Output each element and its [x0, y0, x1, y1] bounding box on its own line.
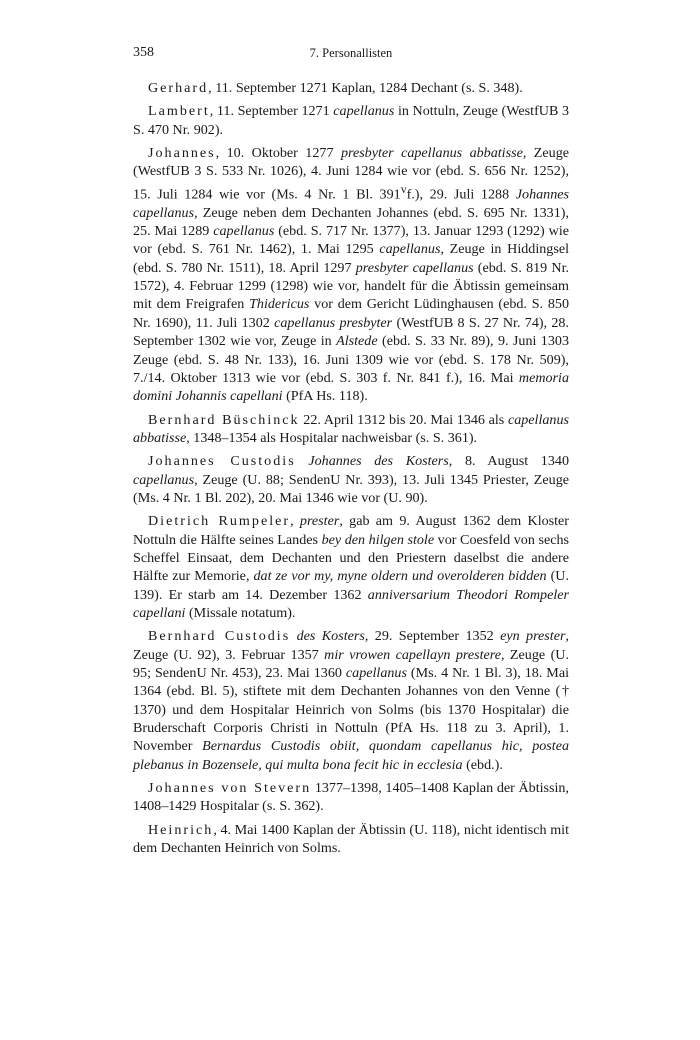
entry-text: (WestfUB 8 S. 27 Nr. 74), 28. September 1302 wie vor, Zeuge in	[133, 314, 569, 350]
latin-quote: Johannes capellanus	[133, 186, 569, 221]
entry-text: , Zeuge (U. 95; SendenU Nr. 453), 23. Mai 1360	[133, 646, 569, 681]
entry-text: , 8. August 1340	[448, 453, 569, 470]
running-head: 7. Personallisten	[309, 46, 393, 60]
person-entry	[133, 627, 569, 774]
latin-quote: presbyter capellanus	[355, 259, 474, 276]
entry-text: (U. 139). Er starb am 14. Dezember 1362	[133, 568, 570, 603]
person-entry	[133, 144, 569, 406]
superscript: v	[400, 182, 407, 196]
person-entry	[133, 452, 569, 507]
person-name: Lambert	[148, 103, 210, 120]
entry-text: ,	[290, 513, 300, 530]
latin-quote: Johannes des Kosters	[308, 453, 449, 470]
entry-text: (ebd.).	[462, 756, 503, 773]
latin-quote: capellanus	[333, 103, 395, 120]
person-entry	[133, 411, 569, 448]
person-entry	[133, 821, 569, 858]
person-entry	[133, 779, 569, 816]
latin-quote: des Kosters	[296, 628, 365, 645]
entry-text: 22. April 1312 bis 20. Mai 1346 als	[299, 411, 508, 428]
entry-text: , 1348–1354 als Hospitalar nachweisbar (s. S. 361).	[186, 429, 478, 446]
entry-text: vor dem Gericht Lüdinghausen (ebd. S. 850 Nr. 1690), 11. Juli 1302	[133, 296, 569, 331]
latin-quote: capellanus presbyter	[274, 314, 393, 331]
latin-quote: dat ze vor my, myne oldern und overolderen bidden	[253, 568, 547, 585]
entry-text: , Zeuge in Hiddingsel (ebd. S. 780 Nr. 1511), 18. April 1297	[133, 241, 569, 276]
person-name: Johannes von Stevern	[148, 780, 312, 797]
latin-quote: memoria domini Johannis capellani	[133, 369, 569, 405]
entry-text: , 10. Oktober 1277	[215, 145, 341, 162]
person-name: Bernhard Büschinck	[148, 411, 300, 428]
latin-quote: capellanus	[345, 665, 407, 681]
entry-text: f.), 29. Juli 1288	[406, 186, 516, 203]
entry-text: (ebd. S. 819 Nr. 1572), 4. Februar 1299 (1298) wie vor, handelt für die Äbtissin gemeinsam mit dem Freigrafen	[133, 259, 570, 313]
entry-list	[133, 79, 569, 862]
entry-text: , Zeuge (U. 88; SendenU Nr. 393), 13. Juli 1345 Priester, Zeuge (Ms. 4 Nr. 1 Bl. 202), 20. Mai 1346 wie vor (U. 90).	[133, 471, 569, 506]
latin-quote: capellanus	[133, 471, 195, 488]
latin-quote: presbyter capellanus abbatisse	[340, 145, 523, 162]
entry-text: , 11. September 1271 Kaplan, 1284 Dechant (s. S. 348).	[208, 80, 523, 96]
person-entry	[133, 79, 569, 97]
person-name: Johannes	[148, 145, 216, 162]
person-entry	[133, 512, 569, 622]
entry-text: (ebd. S. 33 Nr. 89), 9. Juni 1303 Zeuge (ebd. S. 48 Nr. 133), 16. Juni 1309 wie vor (ebd. S. 178 Nr. 509), 7./14. Oktober 1313 wie vor (ebd. S. 303 f. Nr. 841 f.), 16. Mai	[133, 333, 569, 386]
latin-quote: mir vrowen capellayn prestere	[324, 646, 501, 663]
person-name: Johannes Custodis	[148, 453, 296, 470]
entry-text: (PfA Hs. 118).	[282, 388, 368, 405]
person-name: Heinrich	[148, 821, 214, 838]
entry-text: 1377–1398, 1405–1408 Kaplan der Äbtissin, 1408–1429 Hospitalar (s. S. 362).	[133, 780, 569, 815]
page-number: 358	[133, 45, 154, 60]
latin-quote: capellanus abbatisse	[133, 411, 569, 446]
person-name: Dietrich Rumpeler	[148, 513, 291, 530]
entry-text: , Zeuge (WestfUB 3 S. 533 Nr. 1026), 4. Juni 1284 wie vor (ebd. S. 656 Nr. 1252), 15. Juli 1284 wie vor (Ms. 4 Nr. 1 Bl. 391	[133, 145, 570, 203]
entry-text: , gab am 9. August 1362 dem Kloster Nottuln die Hälfte seines Landes	[133, 513, 570, 548]
person-name: Gerhard	[148, 80, 209, 96]
latin-quote: capellanus	[213, 223, 275, 240]
latin-quote: eyn prester	[500, 628, 566, 645]
entry-text: in Nottuln, Zeuge (WestfUB 3 S. 470 Nr. 902).	[133, 103, 570, 138]
entry-text: vor Coesfeld von sechs Scheffel Einsaat, dem Dechanten und den Priestern daselbst die andere Hälfte zur Memorie,	[133, 531, 569, 585]
person-name: Bernhard Custodis	[148, 628, 291, 645]
entry-text: , 4. Mai 1400 Kaplan der Äbtissin (U. 118), nicht identisch mit dem Dechanten Heinrich von Solms.	[133, 821, 569, 857]
latin-quote: anniversarium Theodori Rompeler capellani	[133, 586, 569, 621]
latin-quote: Bernardus Custodis obiit, quondam capellanus hic, postea plebanus in Bozensele, qui multa bona fecit hic in ecclesia	[133, 738, 569, 773]
person-entry	[133, 102, 569, 139]
entry-text: (Ms. 4 Nr. 1 Bl. 3), 18. Mai 1364 (ebd. Bl. 5), stiftete mit dem Dechanten Johannes von den Venne († 1370) und dem Hospitalar Heinrich von Solms (bis 1370 Hospitalar) die Bruderschaft Corporis Christi in Nottuln (PfA Hs. 118 zu 3. April), 1. November	[133, 665, 569, 755]
latin-quote: Thidericus	[249, 296, 310, 313]
latin-quote: Alstede	[336, 333, 378, 350]
latin-quote: bey den hilgen stole	[321, 531, 435, 548]
page-header	[133, 45, 569, 65]
latin-quote: prester	[299, 513, 340, 530]
latin-quote: capellanus	[379, 241, 441, 258]
entry-text: , 11. September 1271	[209, 103, 334, 120]
entry-text: (Missale notatum).	[185, 604, 296, 621]
entry-text: (ebd. S. 717 Nr. 1377), 13. Januar 1293 (1292) wie vor (ebd. S. 761 Nr. 1462), 1. Mai 1295	[133, 223, 570, 258]
entry-text: , Zeuge neben dem Dechanten Johannes (ebd. S. 695 Nr. 1331), 25. Mai 1289	[133, 204, 569, 240]
entry-text: , 29. September 1352	[364, 628, 501, 645]
entry-text: , Zeuge (U. 92), 3. Februar 1357	[133, 628, 569, 663]
entry-text	[296, 453, 309, 469]
